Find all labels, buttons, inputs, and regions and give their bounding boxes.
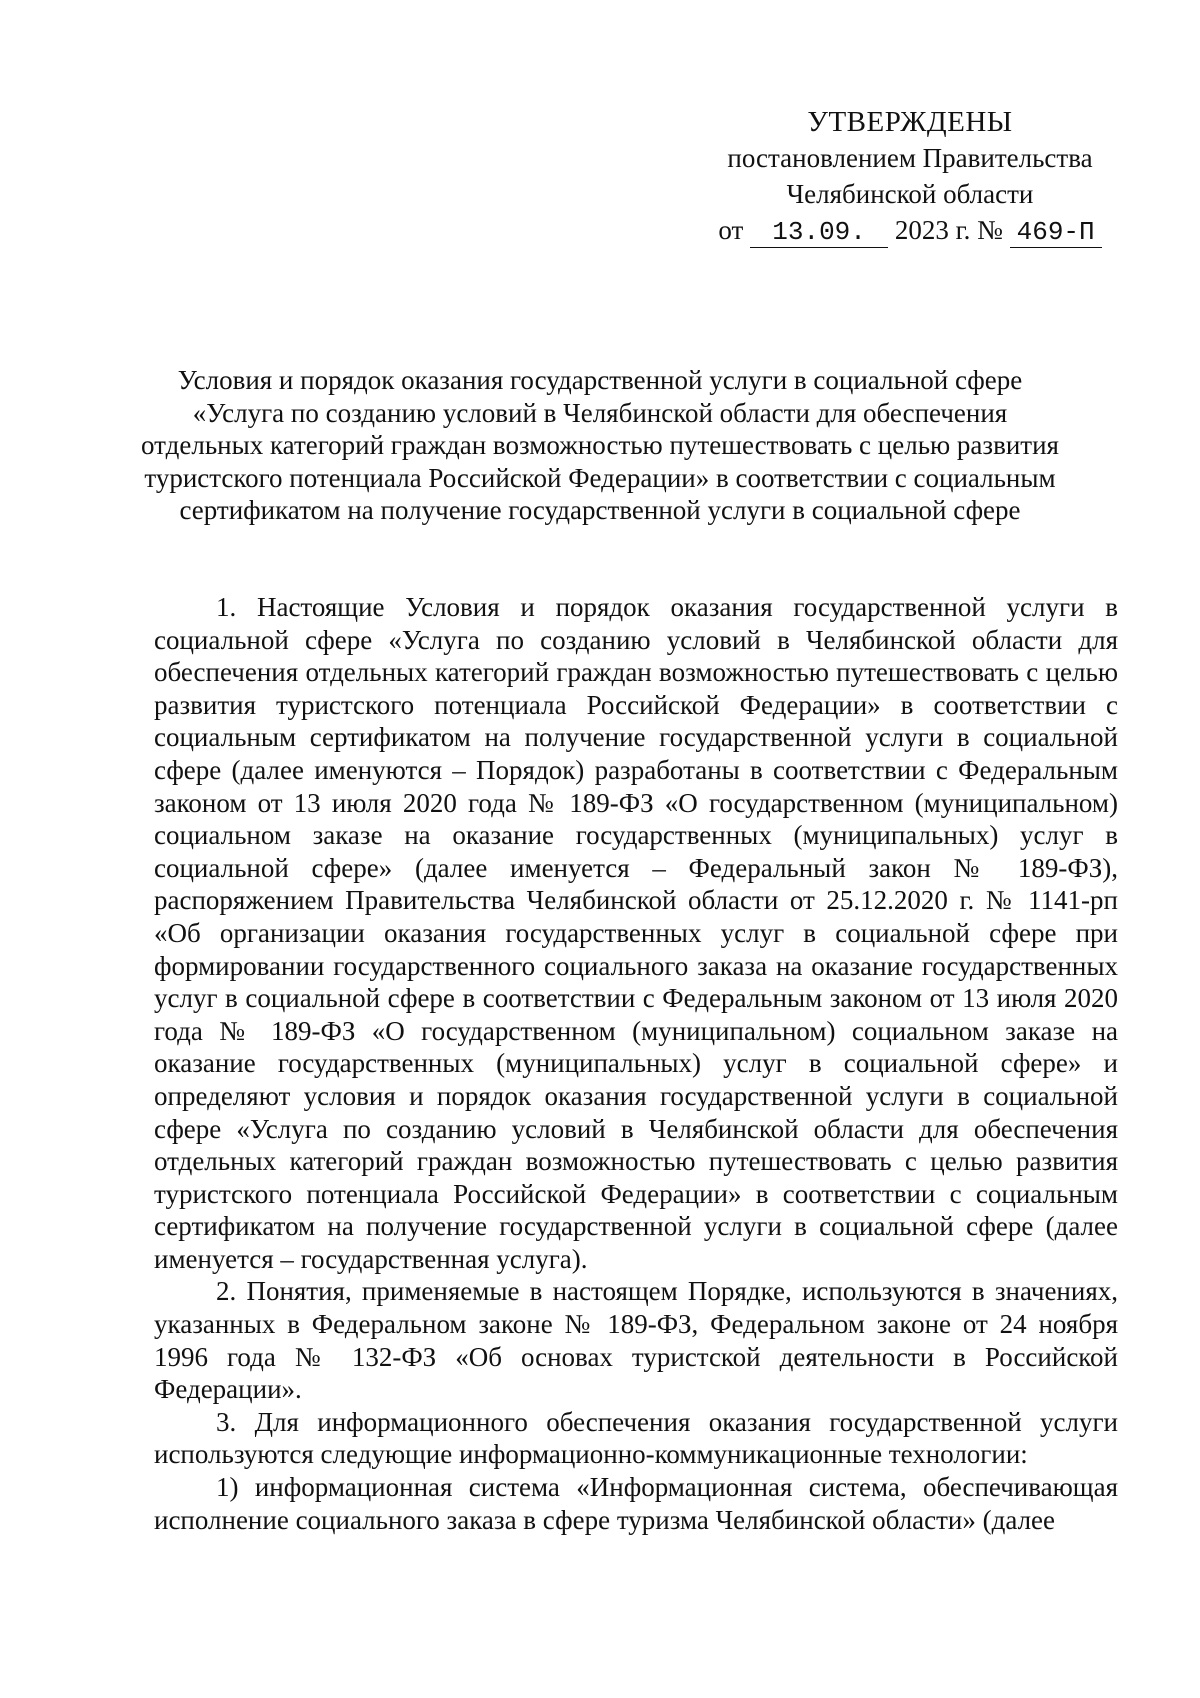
number-field: 469-П xyxy=(1010,217,1102,248)
approval-line-1: постановлением Правительства xyxy=(727,143,1093,173)
approval-date-row xyxy=(690,212,1130,248)
approval-block xyxy=(690,104,1130,248)
date-field: 13.09. xyxy=(750,217,888,248)
paragraph-3: 3. Для информационного обеспечения оказания государственной услуги используются следующие информационно-коммуникационные технологии: xyxy=(154,1406,1118,1470)
document-body xyxy=(154,591,1118,1536)
year-text: 2023 г. № xyxy=(894,215,1003,245)
paragraph-1: 1. Настоящие Условия и порядок оказания государственной услуги в социальной сфере «Услуга по созданию условий в Челябинской области для обеспечения отдельных категорий граждан возможностью путешествовать с целью развития туристского потенциала Российской Федерации» в соответствии с социальным сертификатом на получение государственной услуги в социальной сфере (далее именуются – Порядок) разработаны в соответствии с Федеральным законом от 13 июля 2020 года № 189-ФЗ «О государственном (муниципальном) социальном заказе на оказание государственных (муниципальных) услуг в социальной сфере» (далее именуется – Федеральный закон № 189-ФЗ), распоряжением Правительства Челябинской области от 25.12.2020 г. № 1141-рп «Об организации оказания государственных услуг в социальной сфере при формировании государственного социального заказа на оказание государственных услуг в социальной сфере в соответствии с Федеральным законом от 13 июля 2020 года № 189-ФЗ «О государственном (муниципальном) социальном заказе на оказание государственных (муниципальных) услуг в социальной сфере» и определяют условия и порядок оказания государственной услуги в социальной сфере «Услуга по созданию условий в Челябинской области для обеспечения отдельных категорий граждан возможностью путешествовать с целью развития туристского потенциала Российской Федерации» в соответствии с социальным сертификатом на получение государственной услуги в социальной сфере (далее именуется – государственная услуга). xyxy=(154,592,1118,1274)
approval-heading: УТВЕРЖДЕНЫ xyxy=(807,106,1013,138)
approval-line-2: Челябинской области xyxy=(786,179,1034,209)
paragraph-2: 2. Понятия, применяемые в настоящем Порядке, используются в значениях, указанных в Федеральном законе № 189-ФЗ, Федеральном законе от 24 ноября 1996 года № 132-ФЗ «Об основах туристской деятельности в Российской Федерации». xyxy=(154,1276,1118,1405)
document-title: Условия и порядок оказания государственной услуги в социальной сфере «Услуга по созданию условий в Челябинской области для обеспечения отдельных категорий граждан возможностью путешествовать с целью развития туристского потенциала Российской Федерации» в соответствии с социальным сертификатом на получение государственной услуги в социальной сфере xyxy=(141,365,1059,526)
date-prefix: от xyxy=(718,215,744,245)
paragraph-3-item-1: 1) информационная система «Информационная система, обеспечивающая исполнение социального заказа в сфере туризма Челябинской области» (далее xyxy=(154,1472,1118,1535)
